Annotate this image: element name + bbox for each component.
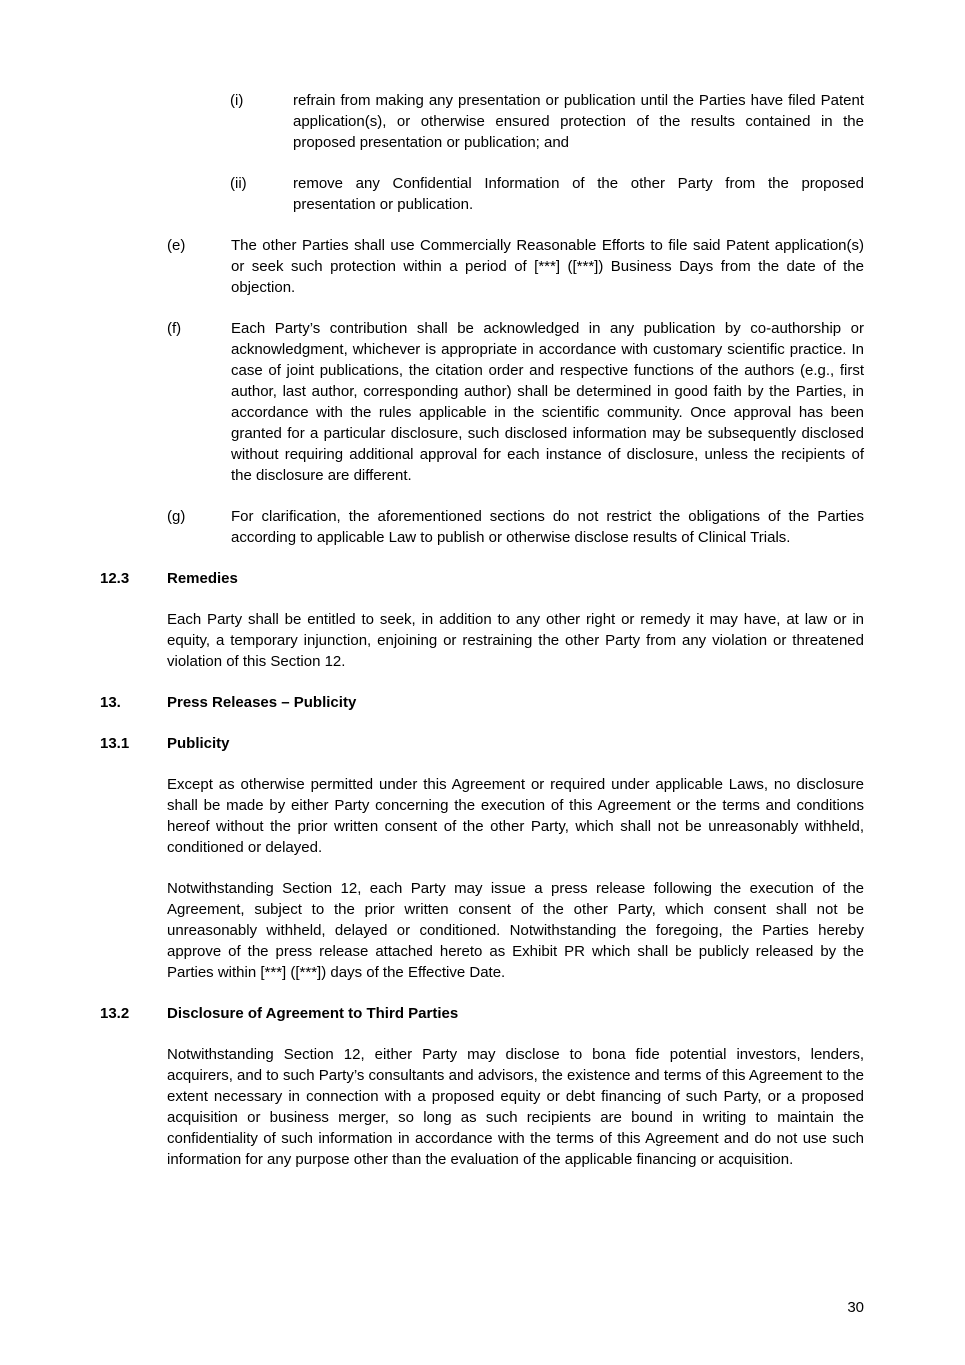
section-title: Publicity	[167, 735, 230, 752]
section-heading-12-3	[100, 568, 864, 589]
list-item-text: The other Parties shall use Commercially Reasonable Efforts to file said Patent application(s) or seek such protection within a period of [***] ([***]) Business Days from the date of the objection.	[231, 237, 864, 296]
section-number: 13.1	[100, 735, 130, 752]
list-item-g	[100, 506, 864, 548]
section-number: 13.2	[100, 1005, 130, 1022]
list-marker: (ii)	[230, 175, 247, 192]
section-heading-13-2	[100, 1003, 864, 1024]
section-heading-13	[100, 692, 864, 713]
paragraph-disclosure: Notwithstanding Section 12, either Party may disclose to bona fide potential investors, lenders, acquirers, and to such Party’s consultants and advisors, the existence and terms of this Agreement to the extent necessary in connection with a proposed equity or debt financing of such Party, or a proposed acquisition or business merger, so long as such recipients are bound in writing to maintain the confidentiality of such information in accordance with the terms of this Agreement and do not use such information for any purpose other than the evaluation of the applicable financing or acquisition.	[167, 1046, 864, 1168]
list-item-i	[100, 90, 864, 153]
list-item-ii	[100, 173, 864, 215]
list-item-text: Each Party’s contribution shall be acknowledged in any publication by co-authorship or acknowledgment, whichever is appropriate in accordance with customary scientific practice. In case of joint publications, the citation order and respective functions of the authors (e.g., first author, last author, corresponding author) shall be determined in good faith by the Parties, in accordance with the rules applicable in the scientific community. Once approval has been granted for a particular disclosure, such disclosed information may be subsequently disclosed without requiring additional approval for each instance of disclosure, unless the recipients of the disclosure are different.	[231, 320, 864, 484]
paragraph-remedies: Each Party shall be entitled to seek, in addition to any other right or remedy it may have, at law or in equity, a temporary injunction, enjoining or restraining the other Party from any violation or threatened violation of this Section 12.	[167, 611, 864, 670]
paragraph-publicity-2: Notwithstanding Section 12, each Party may issue a press release following the execution of the Agreement, subject to the prior written consent of the other Party, which consent shall not be unreasonably withheld, delayed or conditioned. Notwithstanding the foregoing, the Parties hereby approve of the press release attached hereto as Exhibit PR which shall be publicly released by the Parties within [***] ([***]) days of the Effective Date.	[167, 880, 864, 981]
section-number: 12.3	[100, 570, 130, 587]
list-item-e	[100, 235, 864, 298]
list-item-text: refrain from making any presentation or publication until the Parties have filed Patent application(s), or otherwise ensured protection of the results contained in the proposed presentation or publication; and	[293, 92, 864, 151]
section-title: Disclosure of Agreement to Third Parties	[167, 1005, 459, 1022]
section-number: 13.	[100, 694, 121, 711]
list-marker: (e)	[167, 237, 186, 254]
list-item-f	[100, 318, 864, 486]
section-heading-13-1	[100, 733, 864, 754]
list-item-text: For clarification, the aforementioned sections do not restrict the obligations of the Parties according to applicable Law to publish or otherwise disclose results of Clinical Trials.	[231, 508, 864, 546]
list-marker: (i)	[230, 92, 244, 109]
paragraph-publicity-1: Except as otherwise permitted under this Agreement or required under applicable Laws, no disclosure shall be made by either Party concerning the execution of this Agreement or the terms and conditions hereof without the prior written consent of the other Party, which shall not be unreasonably withheld, conditioned or delayed.	[167, 776, 864, 856]
list-marker: (g)	[167, 508, 186, 525]
section-title: Press Releases – Publicity	[167, 694, 357, 711]
list-marker: (f)	[167, 320, 182, 337]
section-title: Remedies	[167, 570, 238, 587]
list-item-text: remove any Confidential Information of the other Party from the proposed presentation or publication.	[293, 175, 864, 213]
page-number: 30	[847, 1299, 864, 1316]
